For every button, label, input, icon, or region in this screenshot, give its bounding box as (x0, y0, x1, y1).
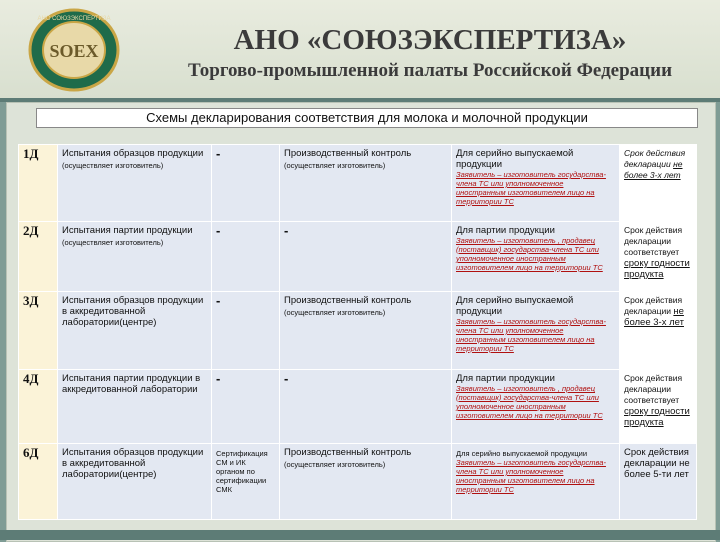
validity-text: Срок действия декларации (624, 295, 683, 316)
control-cell (280, 222, 452, 292)
scheme-id: 6Д (19, 444, 58, 520)
cert-text: - (216, 146, 221, 161)
table-row (19, 145, 697, 222)
validity-cell (620, 145, 697, 222)
validity-text: Срок действия декларации соответствует (624, 225, 683, 257)
control-note: (осуществляет изготовитель) (284, 460, 386, 469)
applicability-text: Для партии продукции (456, 225, 555, 236)
validity-text: Срок действия декларации соответствует (624, 373, 683, 405)
applicability-text: Для партии продукции (456, 373, 555, 384)
validity-term: не более 3-х лет (624, 306, 684, 328)
cert-text: - (216, 223, 221, 238)
test-cell (58, 292, 212, 370)
control-note: (осуществляет изготовитель) (284, 308, 386, 317)
control-note: (осуществляет изготовитель) (284, 161, 386, 170)
control-cell (280, 145, 452, 222)
control-text: - (284, 371, 289, 386)
cert-cell (212, 292, 280, 370)
applicability-cell (452, 444, 620, 520)
test-text: Испытания образцов продукции в аккредитованной лаборатории(центре) (62, 295, 204, 328)
test-text: Испытания образцов продукции (62, 148, 204, 159)
header (0, 0, 720, 98)
control-text: Производственный контроль (284, 148, 412, 159)
schemes-table (18, 144, 697, 520)
applicability-cell (452, 292, 620, 370)
validity-term: не более 3-х лет (624, 159, 683, 180)
page-subtitle: Торгово-промышленной палаты Российской Федерации (187, 60, 673, 81)
validity-cell (620, 370, 697, 444)
test-text: Испытания партии продукции (62, 225, 193, 236)
cert-cell (212, 370, 280, 444)
applicant-text: Заявитель – изготовитель , продавец (поставщик) государства-члена ТС или уполномоченное иностранным изготовителем лицо на территории ТС (456, 236, 603, 272)
scheme-id: 1Д (19, 145, 58, 222)
table-row (19, 444, 697, 520)
applicability-text: Для серийно выпускаемой продукции (456, 295, 574, 317)
applicability-text: Для серийно выпускаемой продукции (456, 449, 588, 458)
validity-text: Срок действия декларации не более 5-ти лет (624, 447, 690, 480)
cert-cell (212, 444, 280, 520)
test-cell (58, 444, 212, 520)
test-cell (58, 145, 212, 222)
logo-text: SOEX (49, 41, 99, 61)
applicant-text: Заявитель – изготовитель , продавец (поставщик) государства-члена ТС или уполномоченное иностранным изготовителем лицо на территории ТС (456, 384, 603, 420)
page-title: АНО «СОЮЗЭКСПЕРТИЗА» (233, 24, 627, 56)
test-cell (58, 370, 212, 444)
control-text: Производственный контроль (284, 447, 412, 458)
cert-text: - (216, 293, 221, 308)
cert-cell (212, 145, 280, 222)
footer-strip (0, 530, 720, 540)
applicability-cell (452, 370, 620, 444)
cert-text: - (216, 371, 221, 386)
logo-ring-text: АНО СОЮЗЭКСПЕРТИЗА (37, 16, 111, 22)
applicant-text: Заявитель – изготовитель государства-члена ТС или уполномоченное иностранным изготовителем лицо на территории ТС (456, 317, 606, 353)
table-row (19, 370, 697, 444)
scheme-id: 2Д (19, 222, 58, 292)
control-cell (280, 370, 452, 444)
validity-cell (620, 444, 697, 520)
soex-logo-icon (28, 8, 120, 92)
test-text: Испытания образцов продукции в аккредитованной лаборатории(центре) (62, 447, 204, 480)
validity-cell (620, 222, 697, 292)
validity-cell (620, 292, 697, 370)
control-cell (280, 444, 452, 520)
control-cell (280, 292, 452, 370)
applicability-cell (452, 222, 620, 292)
test-note: (осуществляет изготовитель) (62, 161, 164, 170)
applicability-text: Для серийно выпускаемой продукции (456, 148, 574, 170)
cert-text: Сертификация СМ и ИК органом по сертификации СМК (216, 449, 268, 494)
test-text: Испытания партии продукции в аккредитованной лаборатории (62, 373, 201, 395)
validity-term: сроку годности продукта (624, 406, 690, 428)
applicant-text: Заявитель – изготовитель государства-члена ТС или уполномоченное иностранным изготовителем лицо на территории ТС (456, 458, 606, 494)
validity-term: сроку годности продукта (624, 258, 690, 280)
validity-text: Срок действия декларации (624, 148, 686, 169)
control-text: Производственный контроль (284, 295, 412, 306)
scheme-id: 3Д (19, 292, 58, 370)
table-row (19, 292, 697, 370)
test-note: (осуществляет изготовитель) (62, 238, 164, 247)
applicability-cell (452, 145, 620, 222)
table-row (19, 222, 697, 292)
scheme-id: 4Д (19, 370, 58, 444)
table-caption: Схемы декларирования соответствия для молока и молочной продукции (36, 108, 698, 128)
cert-cell (212, 222, 280, 292)
test-cell (58, 222, 212, 292)
applicant-text: Заявитель – изготовитель государства-члена ТС или уполномоченное иностранным изготовителем лицо на территории ТС (456, 170, 606, 206)
control-text: - (284, 223, 289, 238)
